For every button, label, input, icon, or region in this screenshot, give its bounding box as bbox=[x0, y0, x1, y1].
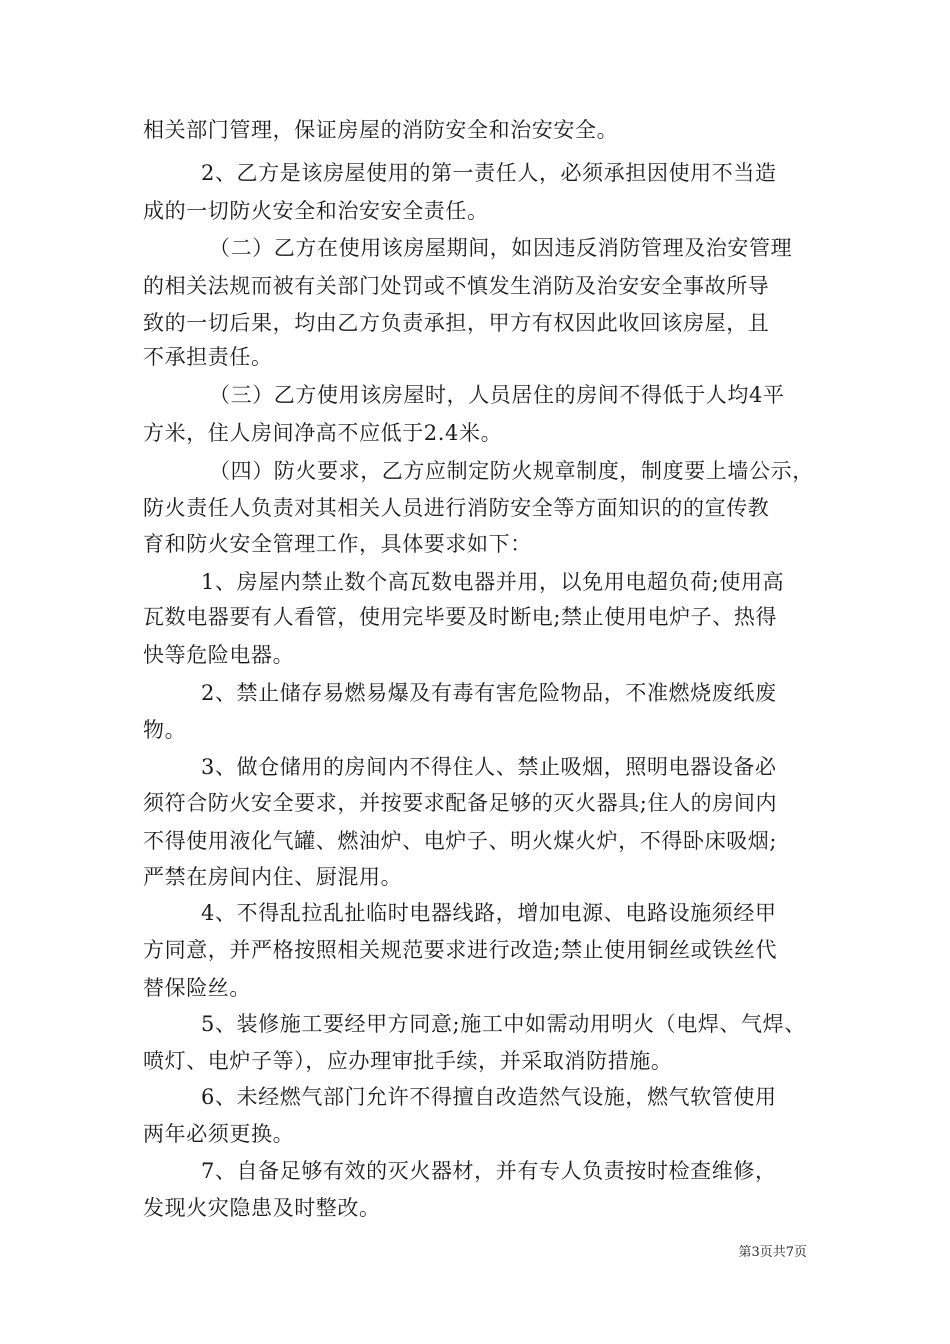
text-line: 不承担责任。 bbox=[143, 345, 273, 369]
text-line: 替保险丝。 bbox=[143, 976, 251, 1000]
text-line: 物。 bbox=[143, 718, 187, 742]
text-line: 成的一切防火安全和治安安全责任。 bbox=[143, 199, 489, 223]
text-line: 1、房屋内禁止数个高瓦数电器并用，以免用电超负荷;使用高 bbox=[201, 570, 785, 594]
text-line: 5、装修施工要经甲方同意;施工中如需动用明火（电焊、气焊、 bbox=[201, 1012, 806, 1036]
text-line: 6、未经燃气部门允许不得擅自改造然气设施，燃气软管使用 bbox=[201, 1085, 777, 1109]
text-line: 7、自备足够有效的灭火器材，并有专人负责按时检查维修， bbox=[201, 1159, 777, 1183]
text-line: 育和防火安全管理工作，具体要求如下： bbox=[143, 532, 532, 556]
text-line: 2、禁止储存易燃易爆及有毒有害危险物品，不准燃烧废纸废 bbox=[201, 681, 777, 705]
text-line: 3、做仓储用的房间内不得住人、禁止吸烟，照明电器设备必 bbox=[201, 755, 777, 779]
text-line: 两年必须更换。 bbox=[143, 1122, 295, 1146]
text-line: 的相关法规而被有关部门处罚或不慎发生消防及治安安全事故所导 bbox=[143, 274, 770, 298]
text-line: 防火责任人负责对其相关人员进行消防安全等方面知识的的宣传教 bbox=[143, 496, 770, 520]
text-line: 严禁在房间内住、厨混用。 bbox=[143, 865, 403, 889]
text-line: 相关部门管理，保证房屋的消防安全和治安安全。 bbox=[143, 118, 619, 142]
text-line: 方米，住人房间净高不应低于2.4米。 bbox=[143, 421, 503, 445]
text-line: （四）防火要求，乙方应制定防火规章制度，制度要上墙公示， bbox=[209, 459, 814, 483]
text-line: 不得使用液化气罐、燃油炉、电炉子、明火煤火炉，不得卧床吸烟; bbox=[143, 829, 778, 853]
text-line: 须符合防火安全要求，并按要求配备足够的灭火器具;住人的房间内 bbox=[143, 791, 778, 815]
text-line: 发现火灾隐患及时整改。 bbox=[143, 1196, 381, 1220]
text-line: 快等危险电器。 bbox=[143, 643, 295, 667]
text-line: 致的一切后果，均由乙方负责承担，甲方有权因此收回该房屋，且 bbox=[143, 311, 770, 335]
text-line: （三）乙方使用该房屋时，人员居住的房间不得低于人均4平 bbox=[209, 383, 785, 407]
page-number: 第3页共7页 bbox=[738, 1245, 807, 1260]
text-line: 喷灯、电炉子等），应办理审批手续，并采取消防措施。 bbox=[143, 1049, 673, 1073]
text-line: （二）乙方在使用该房屋期间，如因违反消防管理及治安管理 bbox=[209, 236, 793, 260]
text-line: 瓦数电器要有人看管，使用完毕要及时断电;禁止使用电炉子、热得 bbox=[143, 605, 778, 629]
text-line: 4、不得乱拉乱扯临时电器线路，增加电源、电路设施须经甲 bbox=[201, 901, 777, 925]
text-line: 方同意，并严格按照相关规范要求进行改造;禁止使用铜丝或铁丝代 bbox=[143, 938, 778, 962]
text-line: 2、乙方是该房屋使用的第一责任人，必须承担因使用不当造 bbox=[201, 161, 777, 185]
